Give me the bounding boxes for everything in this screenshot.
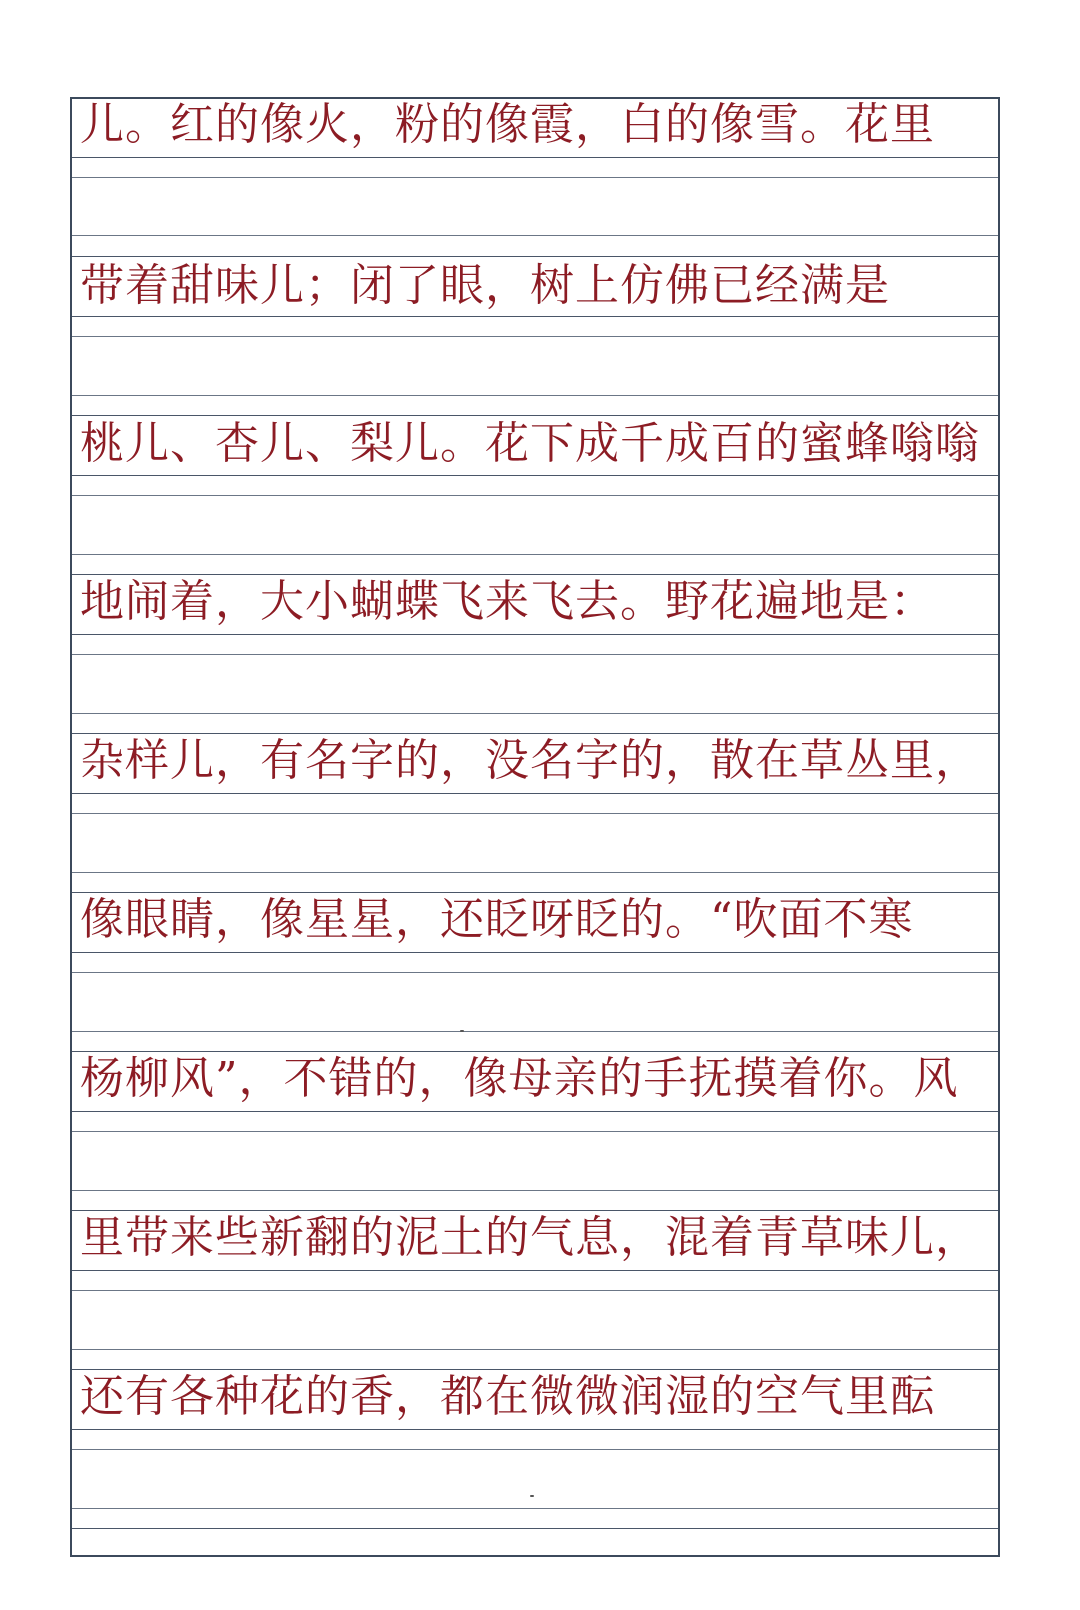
- ruling-line: [72, 1349, 998, 1350]
- ruling-line: [72, 495, 998, 496]
- ruling-line: [72, 336, 998, 337]
- paper-speck: [530, 1495, 534, 1497]
- ruling-line: [72, 713, 998, 714]
- ruling-line: [72, 157, 998, 158]
- ruling-line: [72, 1270, 998, 1271]
- paper-speck: [460, 1030, 464, 1032]
- ruling-line: [72, 1031, 998, 1032]
- handwritten-line-5: 杂样儿，有名字的，没名字的，散在草丛里，: [80, 735, 980, 786]
- ruling-line: [72, 793, 998, 794]
- ruling-line: [72, 554, 998, 555]
- handwritten-line-1: 儿。红的像火，粉的像霞，白的像雪。花里: [80, 99, 935, 150]
- ruling-line: [72, 177, 998, 178]
- handwritten-line-4: 地闹着，大小蝴蝶飞来飞去。野花遍地是：: [80, 576, 935, 627]
- handwritten-line-8: 里带来些新翻的泥土的气息，混着青草味儿，: [80, 1212, 980, 1263]
- handwritten-line-2: 带着甜味儿；闭了眼，树上仿佛已经满是: [80, 260, 890, 311]
- ruling-line: [72, 1131, 998, 1132]
- ruling-line: [72, 634, 998, 635]
- ruling-line: [72, 1429, 998, 1430]
- ruling-line: [72, 235, 998, 236]
- ruling-line: [72, 813, 998, 814]
- ruling-line: [72, 1528, 998, 1529]
- ruling-line: [72, 972, 998, 973]
- ruling-line: [72, 1290, 998, 1291]
- ruling-line: [72, 395, 998, 396]
- ruled-writing-sheet: [70, 97, 1000, 1557]
- ruling-line: [72, 1190, 998, 1191]
- ruling-line: [72, 872, 998, 873]
- ruling-line: [72, 654, 998, 655]
- ruling-line: [72, 1449, 998, 1450]
- ruling-line: [72, 1111, 998, 1112]
- ruling-line: [72, 1508, 998, 1509]
- ruling-line: [72, 952, 998, 953]
- handwritten-line-7: 杨柳风”，不错的，像母亲的手抚摸着你。风: [80, 1053, 959, 1104]
- handwritten-line-9: 还有各种花的香，都在微微润湿的空气里酝: [80, 1371, 935, 1422]
- handwritten-line-3: 桃儿、杏儿、梨儿。花下成千成百的蜜蜂嗡嗡: [80, 418, 980, 469]
- handwritten-line-6: 像眼睛，像星星，还眨呀眨的。“吹面不寒: [80, 894, 914, 945]
